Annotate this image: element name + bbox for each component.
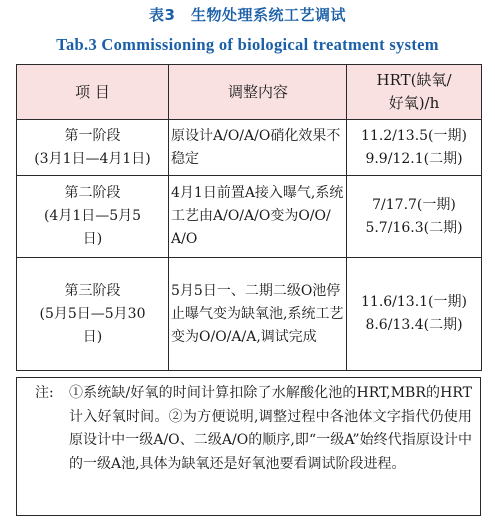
header-hrt-line1: HRT(缺氧/ bbox=[376, 71, 452, 89]
commissioning-table bbox=[16, 64, 482, 371]
stage-2-content: 4月1日前置A接入曝气,系统工艺由A/O/A/O变为O/O/A/O bbox=[169, 176, 347, 258]
stage-2-period-line2: 日) bbox=[82, 231, 103, 247]
stage-2-period-line1: (4月1日—5月5 bbox=[43, 208, 142, 224]
table-note bbox=[16, 377, 481, 516]
stage-3-period-line1: (5月5日—5月30 bbox=[39, 305, 146, 322]
table-row-stage-2 bbox=[17, 176, 482, 258]
stage-1-name: 第一阶段 bbox=[64, 127, 121, 144]
stage-3-content: 5月5日一、二期二级O池停止曝气变为缺氧池,系统工艺变为O/O/A/A,调试完成 bbox=[169, 258, 347, 371]
header-hrt-line2: 好氧)/h bbox=[388, 94, 440, 112]
table-title-english: Tab.3 Commissioning of biological treatment system bbox=[56, 35, 439, 54]
stage-1-period: (3月1日—4月1日) bbox=[34, 150, 151, 167]
table-row-stage-1 bbox=[17, 120, 482, 176]
stage-1-cell bbox=[17, 120, 169, 176]
stage-2-cell bbox=[17, 176, 169, 258]
header-item: 项 目 bbox=[17, 65, 169, 120]
stage-3-period-line2: 日) bbox=[82, 328, 103, 345]
stage-2-hrt-phase1: 7/17.7(一期) bbox=[372, 196, 456, 213]
stage-3-name: 第三阶段 bbox=[64, 282, 121, 299]
note-text: ①系统缺/好氧的时间计算扣除了水解酸化池的HRT,MBR的HRT计入好氧时间。②为方便说明,调整过程中各池体文字指代仍使用原设计中一级A/O、二级A/O的顺序,即“一级A”始终代指原设计中的一级A池,具体为缺氧还是好氧池要看调试阶段进程。 bbox=[69, 385, 472, 472]
table-header-row bbox=[17, 65, 482, 120]
stage-3-hrt bbox=[347, 258, 482, 371]
stage-3-hrt-phase1: 11.6/13.1(一期) bbox=[361, 294, 467, 310]
table-title-chinese: 表3 生物处理系统工艺调试 bbox=[149, 6, 346, 24]
stage-2-hrt bbox=[347, 176, 482, 258]
stage-3-cell bbox=[17, 258, 169, 371]
stage-1-content: 原设计A/O/A/O硝化效果不稳定 bbox=[169, 120, 347, 176]
header-hrt bbox=[347, 65, 482, 120]
stage-1-hrt-phase1: 11.2/13.5(一期) bbox=[361, 127, 467, 144]
note-label: 注: bbox=[35, 385, 54, 401]
stage-1-hrt bbox=[347, 120, 482, 176]
header-adjustment: 调整内容 bbox=[169, 65, 347, 120]
table-row-stage-3 bbox=[17, 258, 482, 371]
stage-2-hrt-phase2: 5.7/16.3(二期) bbox=[365, 219, 463, 236]
stage-1-hrt-phase2: 9.9/12.1(二期) bbox=[365, 150, 463, 167]
stage-2-name: 第二阶段 bbox=[64, 185, 121, 201]
stage-3-hrt-phase2: 8.6/13.4(二期) bbox=[365, 317, 463, 333]
